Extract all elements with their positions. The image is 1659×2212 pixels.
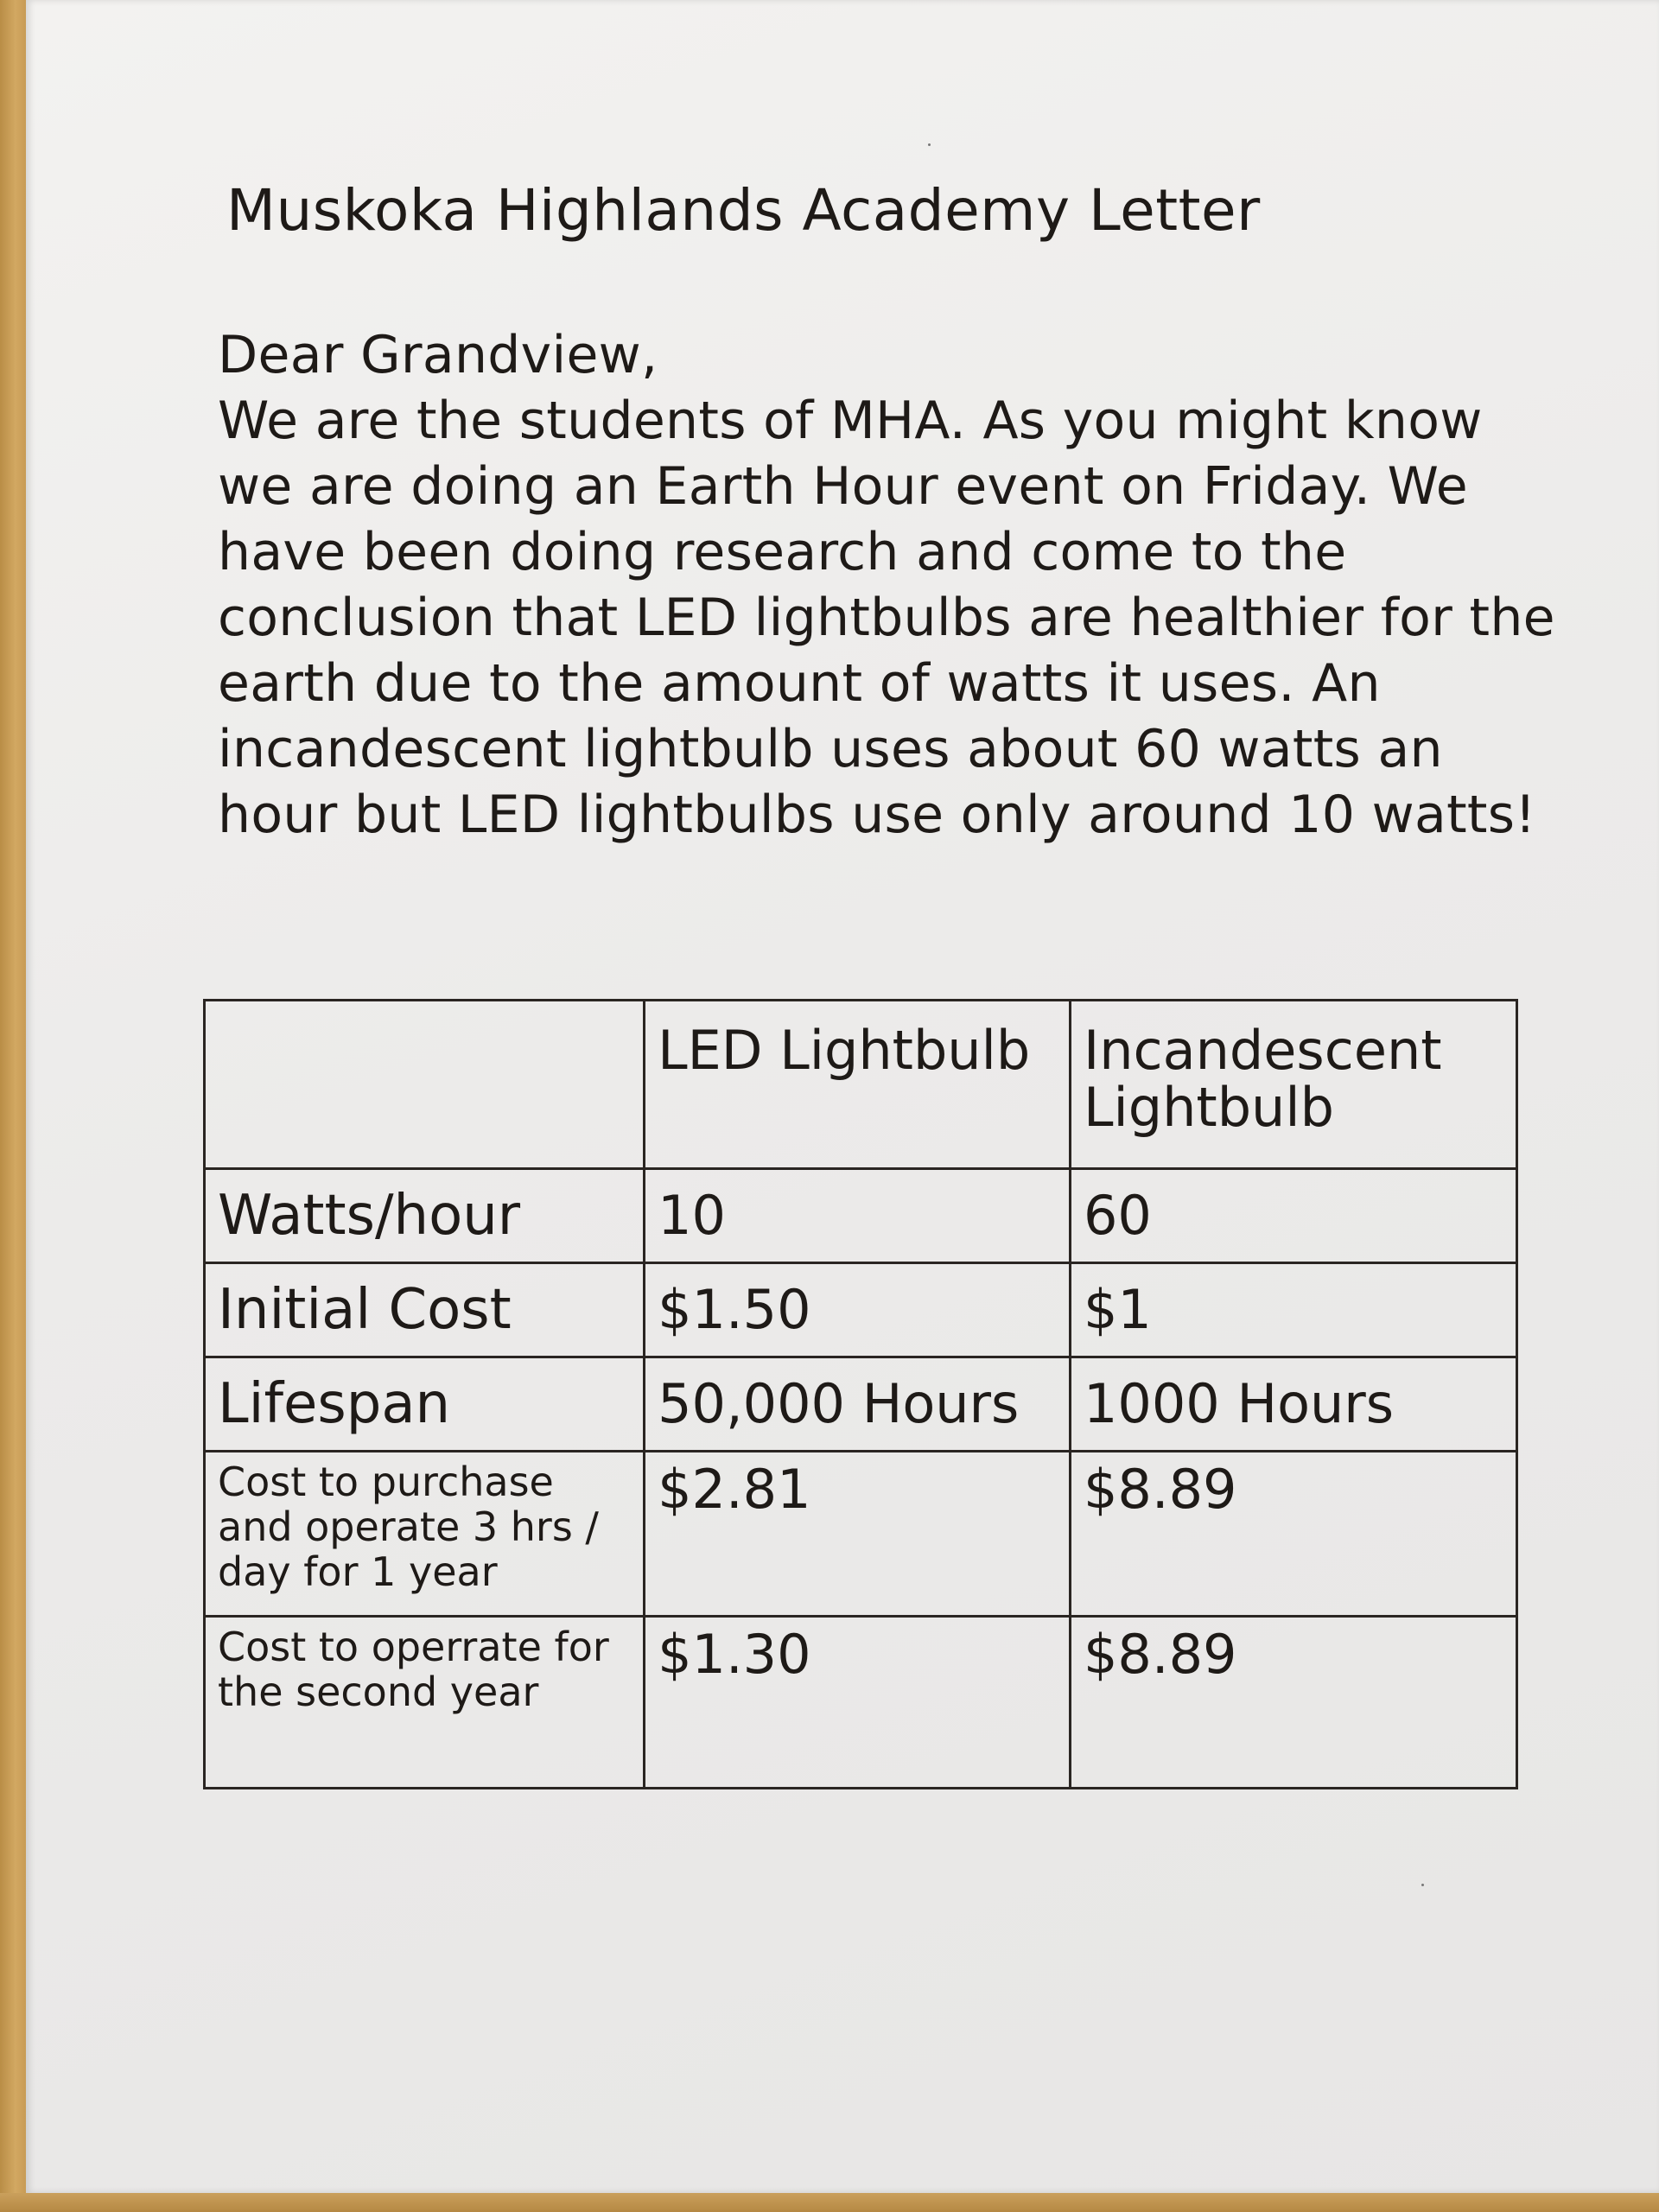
header-led: LED Lightbulb <box>645 1001 1071 1169</box>
led-value: $1.30 <box>645 1617 1071 1789</box>
incandescent-value: 1000 Hours <box>1070 1357 1516 1452</box>
wood-surface-bottom <box>0 2193 1659 2212</box>
row-label: Initial Cost <box>205 1263 645 1357</box>
letter-body <box>218 322 1566 848</box>
row-label: Lifespan <box>205 1357 645 1452</box>
header-incandescent: Incandescent Lightbulb <box>1070 1001 1516 1169</box>
table-row <box>205 1169 1517 1263</box>
incandescent-value: $8.89 <box>1070 1452 1516 1617</box>
header-empty-cell <box>205 1001 645 1169</box>
incandescent-value: $1 <box>1070 1263 1516 1357</box>
table-row <box>205 1263 1517 1357</box>
paper-sheet <box>26 0 1659 2193</box>
paper-speck <box>928 143 931 146</box>
row-label: Watts/hour <box>205 1169 645 1263</box>
incandescent-value: 60 <box>1070 1169 1516 1263</box>
paper-speck <box>1421 1884 1424 1886</box>
row-label: Cost to operrate for the second year <box>205 1617 645 1789</box>
table-row <box>205 1452 1517 1617</box>
led-value: $2.81 <box>645 1452 1071 1617</box>
led-value: $1.50 <box>645 1263 1071 1357</box>
row-label: Cost to purchase and operate 3 hrs / day for 1 year <box>205 1452 645 1617</box>
table-header-row <box>205 1001 1517 1169</box>
table-row <box>205 1357 1517 1452</box>
comparison-table <box>203 999 1518 1789</box>
led-value: 10 <box>645 1169 1071 1263</box>
letter-title: Muskoka Highlands Academy Letter <box>226 177 1261 244</box>
led-value: 50,000 Hours <box>645 1357 1071 1452</box>
incandescent-value: $8.89 <box>1070 1617 1516 1789</box>
table-row <box>205 1617 1517 1789</box>
letter-greeting: Dear Grandview, <box>218 325 658 385</box>
letter-paragraph: We are the students of MHA. As you might know we are doing an Earth Hour event on Friday. We have been doing research and come to the conclusion that LED lightbulbs are healthier for the earth due to the amount of watts it uses. An incandescent lightbulb uses about 60 watts an hour but LED lightbulbs use only around 10 watts! <box>218 391 1555 845</box>
wood-surface-left <box>0 0 26 2212</box>
